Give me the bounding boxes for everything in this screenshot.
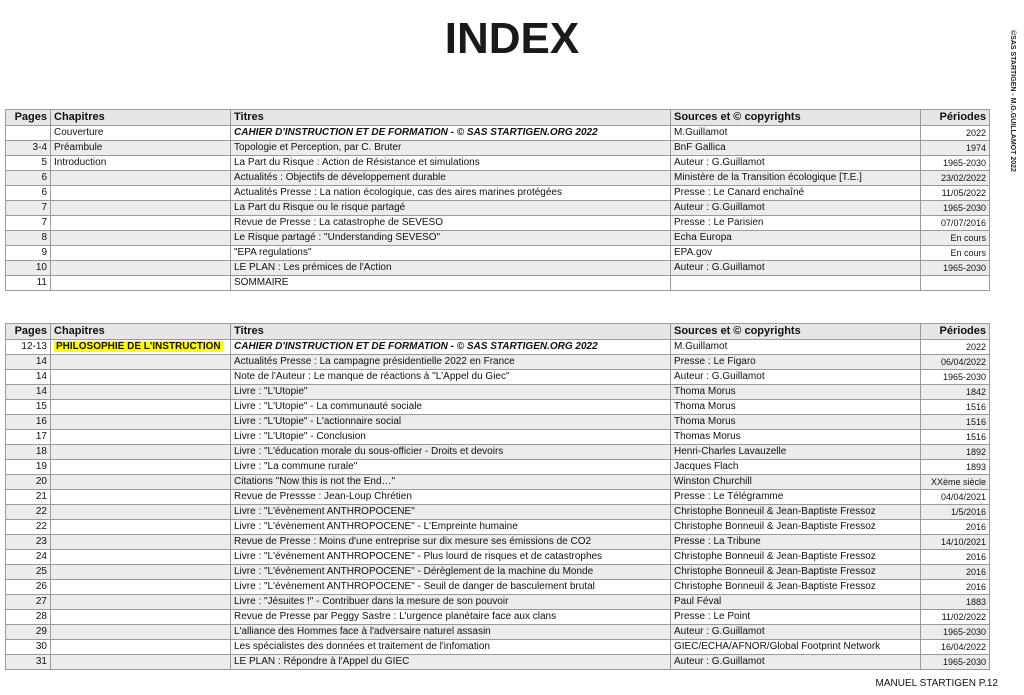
cell-chapitre: Couverture [51,126,231,141]
cell-periode: 2022 [921,340,990,355]
cell-pages: 29 [6,625,51,640]
table-row [6,445,990,460]
cell-titre: La Part du Risque : Action de Résistance et simulations [231,156,671,171]
header-sources: Sources et © copyrights [671,324,921,340]
cell-chapitre [51,625,231,640]
header-pages: Pages [6,110,51,126]
table-row [6,565,990,580]
cell-source [671,276,921,291]
cell-titre: Topologie et Perception, par C. Bruter [231,141,671,156]
table-row [6,460,990,475]
cell-pages: 12-13 [6,340,51,355]
cell-titre: Revue de Presse : La catastrophe de SEVESO [231,216,671,231]
cell-titre: Livre : "L'évènement ANTHROPOCENE" - L'Empreinte humaine [231,520,671,535]
cell-periode: 1965-2030 [921,625,990,640]
cell-periode: 1516 [921,415,990,430]
page-title: INDEX [444,14,580,63]
cell-periode: 11/02/2022 [921,610,990,625]
cell-pages: 27 [6,595,51,610]
cell-periode: 1965-2030 [921,156,990,171]
cell-titre: LE PLAN : Répondre à l'Appel du GIEC [231,655,671,670]
cell-chapitre [51,430,231,445]
cell-titre: CAHIER D'INSTRUCTION ET DE FORMATION - © SAS STARTIGEN.ORG 2022 [231,340,671,355]
index-table-1 [5,109,990,291]
cell-titre: SOMMAIRE [231,276,671,291]
cell-pages: 8 [6,231,51,246]
table-row [6,520,990,535]
copyright-vertical-note [1004,30,1018,180]
cell-titre: Les spécialistes des données et traitement de l'infomation [231,640,671,655]
cell-periode: XXème siècle [921,475,990,490]
cell-periode: 16/04/2022 [921,640,990,655]
cell-periode: 06/04/2022 [921,355,990,370]
cell-titre: Livre : "L'évènement ANTHROPOCENE" [231,505,671,520]
cell-pages: 6 [6,186,51,201]
cell-pages: 3-4 [6,141,51,156]
table-row [6,580,990,595]
table-row [6,505,990,520]
table-row [6,370,990,385]
cell-chapitre [51,400,231,415]
table-row [6,156,990,171]
table-row [6,186,990,201]
cell-pages: 23 [6,535,51,550]
cell-pages: 31 [6,655,51,670]
cell-source: Presse : Le Canard enchaîné [671,186,921,201]
table-row [6,231,990,246]
cell-pages: 22 [6,505,51,520]
cell-periode: 11/05/2022 [921,186,990,201]
cell-titre: Livre : "L'évènement ANTHROPOCENE" - Seuil de danger de basculement brutal [231,580,671,595]
header-pages: Pages [6,324,51,340]
cell-periode: 2022 [921,126,990,141]
cell-periode: 1965-2030 [921,201,990,216]
cell-source: Presse : Le Télégramme [671,490,921,505]
cell-titre: Actualités Presse : La campagne présidentielle 2022 en France [231,355,671,370]
cell-chapitre [51,261,231,276]
table-row [6,535,990,550]
cell-pages: 25 [6,565,51,580]
cell-pages: 26 [6,580,51,595]
cell-source: Thoma Morus [671,400,921,415]
cell-periode: 1516 [921,400,990,415]
cell-titre: "EPA regulations" [231,246,671,261]
cell-source: Henri-Charles Lavauzelle [671,445,921,460]
cell-periode [921,276,990,291]
cell-periode: 1892 [921,445,990,460]
cell-titre: Livre : "Jésuites !" - Contribuer dans la mesure de son pouvoir [231,595,671,610]
cell-source: Paul Féval [671,595,921,610]
cell-periode: En cours [921,231,990,246]
cell-source: Presse : Le Parisien [671,216,921,231]
cell-source: BnF Gallica [671,141,921,156]
cell-chapitre [51,370,231,385]
table-row [6,126,990,141]
cell-chapitre [51,640,231,655]
table-row [6,385,990,400]
cell-pages: 15 [6,400,51,415]
cell-chapitre [51,505,231,520]
cell-periode: 2016 [921,580,990,595]
header-titres: Titres [231,110,671,126]
copyright-vertical-text: ©SAS STARTIGEN - M.G.GUILLAMOT 2022 [1009,30,1016,172]
cell-source: Thoma Morus [671,385,921,400]
cell-source: Auteur : G.Guillamot [671,201,921,216]
cell-titre: Livre : "L'Utopie" - Conclusion [231,430,671,445]
cell-titre: Livre : "L'Utopie" [231,385,671,400]
cell-pages: 28 [6,610,51,625]
cell-titre: Le Risque partagé : "Understanding SEVESO" [231,231,671,246]
cell-chapitre [51,490,231,505]
cell-pages: 24 [6,550,51,565]
cell-chapitre [51,385,231,400]
cell-source: Echa Europa [671,231,921,246]
cell-periode: 07/07/2016 [921,216,990,231]
cell-chapitre: Introduction [51,156,231,171]
cell-source: Winston Churchill [671,475,921,490]
header-titres: Titres [231,324,671,340]
cell-source: M.Guillamot [671,126,921,141]
cell-periode: 1974 [921,141,990,156]
header-sources: Sources et © copyrights [671,110,921,126]
cell-periode: 1965-2030 [921,655,990,670]
cell-pages: 14 [6,385,51,400]
cell-chapitre [51,340,231,355]
table-row [6,171,990,186]
table-row [6,550,990,565]
cell-periode: 2016 [921,550,990,565]
cell-source: Christophe Bonneuil & Jean-Baptiste Fressoz [671,550,921,565]
cell-chapitre [51,171,231,186]
cell-periode: 1883 [921,595,990,610]
cell-chapitre [51,655,231,670]
table-row [6,141,990,156]
cell-source: Presse : Le Point [671,610,921,625]
cell-chapitre [51,610,231,625]
cell-chapitre [51,355,231,370]
table-row [6,400,990,415]
cell-chapitre [51,445,231,460]
table-header-row [6,324,990,340]
cell-source: Christophe Bonneuil & Jean-Baptiste Fressoz [671,580,921,595]
cell-periode: 1893 [921,460,990,475]
header-chapitres: Chapitres [51,324,231,340]
cell-pages: 20 [6,475,51,490]
cell-titre: Livre : "L'éducation morale du sous-officier - Droits et devoirs [231,445,671,460]
cell-periode: 14/10/2021 [921,535,990,550]
highlighted-chapter: PHILOSOPHIE DE L'INSTRUCTION [56,341,221,352]
cell-pages: 21 [6,490,51,505]
table-row [6,276,990,291]
cell-source: Jacques Flach [671,460,921,475]
cell-chapitre [51,475,231,490]
cell-pages: 7 [6,216,51,231]
cell-titre: Citations "Now this is not the End…" [231,475,671,490]
header-periodes: Périodes [921,324,990,340]
table-row [6,261,990,276]
cell-titre: L'alliance des Hommes face à l'adversaire naturel assasin [231,625,671,640]
cell-pages: 14 [6,370,51,385]
cell-periode: 1965-2030 [921,370,990,385]
cell-source: Presse : La Tribune [671,535,921,550]
cell-titre: Revue de Pressse : Jean-Loup Chrétien [231,490,671,505]
cell-source: Auteur : G.Guillamot [671,370,921,385]
cell-pages: 6 [6,171,51,186]
cell-titre: Livre : "L'évènement ANTHROPOCENE" - Dérèglement de la machine du Monde [231,565,671,580]
header-chapitres: Chapitres [51,110,231,126]
cell-pages [6,126,51,141]
cell-periode: 1842 [921,385,990,400]
cell-periode: 23/02/2022 [921,171,990,186]
table-row [6,610,990,625]
table-row [6,475,990,490]
cell-titre: Revue de Presse : Moins d'une entreprise sur dix mesure ses émissions de CO2 [231,535,671,550]
table-row [6,430,990,445]
cell-chapitre [51,216,231,231]
cell-source: Christophe Bonneuil & Jean-Baptiste Fressoz [671,565,921,580]
table-row [6,355,990,370]
cell-source: Christophe Bonneuil & Jean-Baptiste Fressoz [671,505,921,520]
table-row [6,655,990,670]
cell-source: EPA.gov [671,246,921,261]
cell-source: Presse : Le Figaro [671,355,921,370]
cell-source: Christophe Bonneuil & Jean-Baptiste Fressoz [671,520,921,535]
cell-chapitre [51,550,231,565]
cell-titre: Livre : "L'évènement ANTHROPOCENE" - Plus lourd de risques et de catastrophes [231,550,671,565]
cell-periode: 1516 [921,430,990,445]
cell-pages: 14 [6,355,51,370]
cell-titre: CAHIER D'INSTRUCTION ET DE FORMATION - © SAS STARTIGEN.ORG 2022 [231,126,671,141]
cell-titre: LE PLAN : Les prémices de l'Action [231,261,671,276]
cell-pages: 22 [6,520,51,535]
cell-chapitre [51,580,231,595]
cell-periode: 1965-2030 [921,261,990,276]
cell-titre: Note de l'Auteur : Le manque de réactions à "L'Appel du Giec" [231,370,671,385]
cell-pages: 5 [6,156,51,171]
cell-pages: 30 [6,640,51,655]
cell-chapitre [51,535,231,550]
cell-chapitre [51,201,231,216]
cell-chapitre [51,246,231,261]
cell-source: Auteur : G.Guillamot [671,261,921,276]
table-row [6,340,990,355]
page-footer: MANUEL STARTIGEN P.12 [875,678,998,689]
cell-source: Auteur : G.Guillamot [671,625,921,640]
cell-periode: 04/04/2021 [921,490,990,505]
cell-titre: La Part du Risque ou le risque partagé [231,201,671,216]
cell-pages: 17 [6,430,51,445]
cell-source: Auteur : G.Guillamot [671,655,921,670]
cell-pages: 11 [6,276,51,291]
cell-chapitre: Préambule [51,141,231,156]
cell-titre: Actualités : Objectifs de développement durable [231,171,671,186]
header-periodes: Périodes [921,110,990,126]
cell-source: Auteur : G.Guillamot [671,156,921,171]
cell-titre: Revue de Presse par Peggy Sastre : L'urgence planétaire face aux clans [231,610,671,625]
cell-source: Ministère de la Transition écologique [T.E.] [671,171,921,186]
cell-chapitre [51,565,231,580]
cell-periode: 2016 [921,520,990,535]
cell-titre: Actualités Presse : La nation écologique, cas des aires marines protégées [231,186,671,201]
cell-pages: 18 [6,445,51,460]
cell-titre: Livre : "L'Utopie" - L'actionnaire social [231,415,671,430]
table-header-row [6,110,990,126]
cell-chapitre [51,460,231,475]
cell-pages: 9 [6,246,51,261]
cell-pages: 16 [6,415,51,430]
cell-pages: 7 [6,201,51,216]
table-row [6,201,990,216]
table-row [6,246,990,261]
cell-chapitre [51,186,231,201]
cell-chapitre [51,520,231,535]
cell-chapitre [51,595,231,610]
cell-periode: 2016 [921,565,990,580]
cell-titre: Livre : "La commune rurale" [231,460,671,475]
cell-source: GIEC/ECHA/AFNOR/Global Footprint Network [671,640,921,655]
cell-titre: Livre : "L'Utopie" - La communauté sociale [231,400,671,415]
cell-chapitre [51,231,231,246]
cell-pages: 19 [6,460,51,475]
table-row [6,490,990,505]
index-table-2 [5,323,990,670]
cell-source: Thomas Morus [671,430,921,445]
table-row [6,216,990,231]
table-row [6,640,990,655]
table-row [6,595,990,610]
table-row [6,625,990,640]
table-row [6,415,990,430]
cell-chapitre [51,415,231,430]
cell-chapitre [51,276,231,291]
cell-periode: En cours [921,246,990,261]
cell-source: M.Guillamot [671,340,921,355]
cell-source: Thoma Morus [671,415,921,430]
cell-periode: 1/5/2016 [921,505,990,520]
cell-pages: 10 [6,261,51,276]
